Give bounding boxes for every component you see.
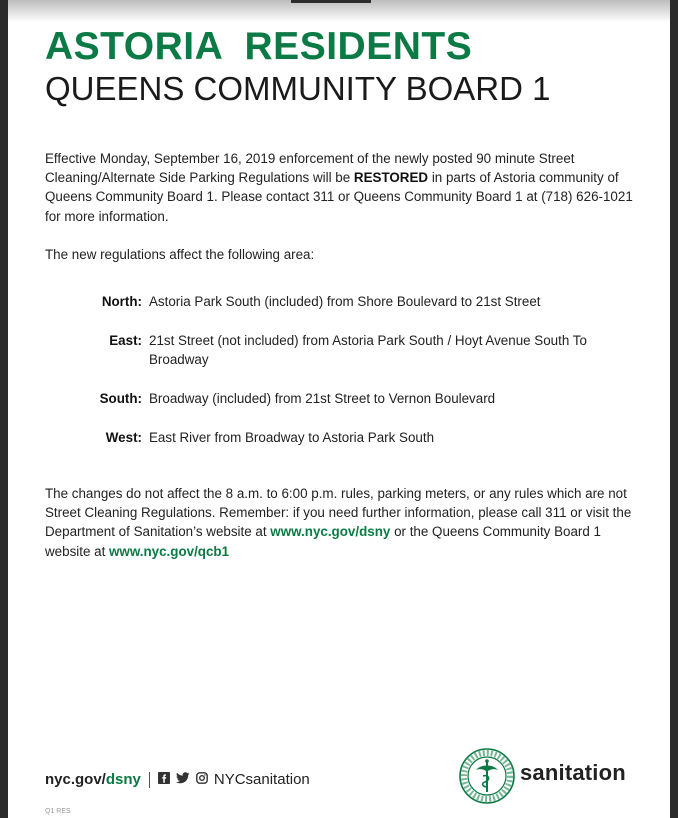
footer-divider — [149, 772, 150, 788]
footer-url[interactable] — [45, 771, 141, 788]
closing-text-1: The changes do not affect the 8 a.m. to 6:00 p.m. rules, parking meters, or any rules which are not Street Cleaning Regulations. Remember: if you need further information, please call 311 or visit the Department of Sanitation’s website at — [45, 486, 632, 540]
region-description: Broadway (included) from 21st Street to Vernon Boulevard — [149, 391, 496, 406]
region-label: South: — [99, 391, 142, 406]
region-label: East: — [109, 333, 142, 348]
page-subtitle: QUEENS COMMUNITY BOARD 1 — [45, 70, 551, 107]
intro-text-2: in parts of Astoria community of Queens Community Board 1. Please contact 311 or Queens Community Board 1 at (718) 626-1021 for more information. — [45, 170, 633, 224]
viewer-top-tab — [291, 0, 371, 3]
document-code: Q1 RES — [45, 808, 71, 815]
twitter-icon[interactable] — [176, 771, 190, 788]
facebook-icon[interactable] — [158, 771, 170, 788]
closing-paragraph — [45, 484, 645, 561]
page-title: ASTORIA RESIDENTS — [45, 25, 473, 68]
intro-text-1: Effective Monday, September 16, 2019 enforcement of the newly posted 90 minute Street Cleaning/Alternate Side Parking Regulations will be — [45, 151, 575, 186]
footer-contact — [45, 771, 310, 788]
region-description: Astoria Park South (included) from Shore Boulevard to 21st Street — [149, 294, 541, 309]
region-description: East River from Broadway to Astoria Park South — [149, 430, 435, 445]
page-top-shadow — [8, 0, 670, 22]
closing-text-2: or the Queens Community Board 1 website at — [45, 524, 601, 559]
dsny-website-link[interactable]: www.nyc.gov/dsny — [270, 524, 391, 540]
region-label: West: — [105, 430, 142, 445]
nyc-sanitation-seal-icon — [459, 748, 515, 809]
restored-emphasis: RESTORED — [353, 170, 429, 186]
region-label: North: — [101, 294, 142, 309]
qcb1-website-link[interactable]: www.nyc.gov/qcb1 — [109, 543, 230, 559]
instagram-icon[interactable] — [196, 771, 208, 788]
sanitation-brand: sanitation — [520, 760, 626, 785]
social-handle: NYCsanitation — [213, 771, 310, 788]
footer-url-prefix: nyc.gov/ — [45, 771, 106, 788]
area-intro: The new regulations affect the following area: — [45, 247, 315, 262]
region-description: 21st Street (not included) from Astoria Park South / Hoyt Avenue South To Broadway — [149, 333, 587, 368]
document-page — [8, 0, 670, 818]
footer-url-suffix: dsny — [105, 771, 141, 788]
intro-paragraph — [45, 149, 645, 226]
